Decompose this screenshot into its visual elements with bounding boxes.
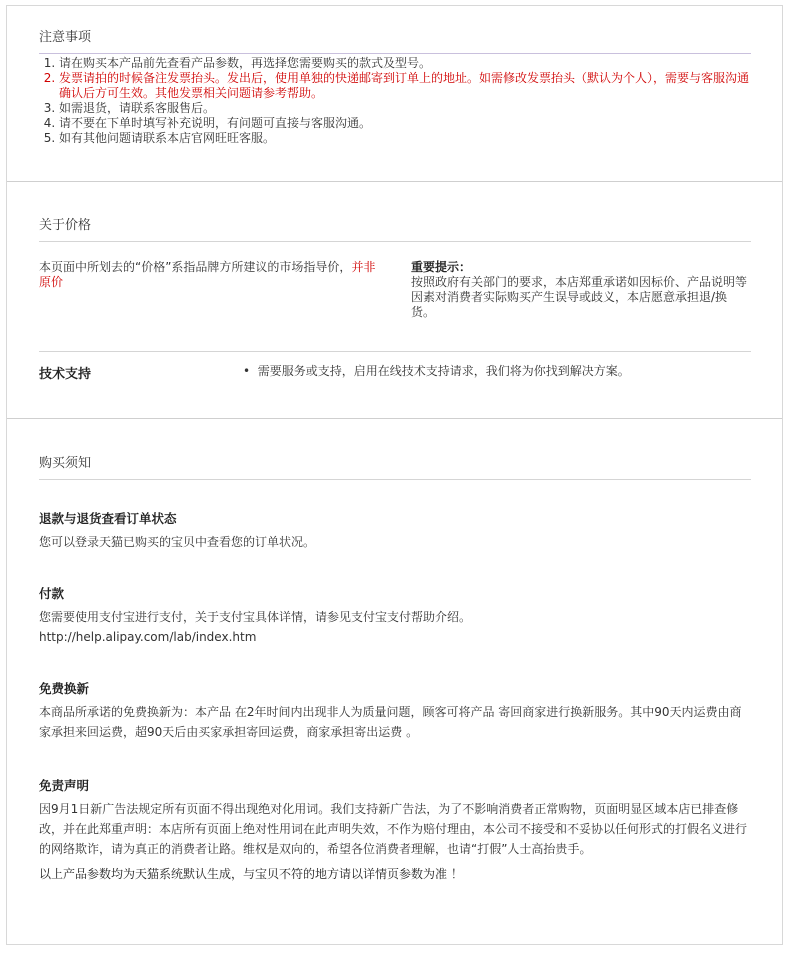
info-panel [6, 5, 783, 945]
notice-title: 注意事项 [39, 26, 751, 54]
refund-text: 您可以登录天猫已购买的宝贝中查看您的订单状况。 [39, 535, 316, 549]
price-note [39, 260, 379, 290]
support-title: 技术支持 [39, 367, 92, 382]
disclaimer-footer: 以上产品参数均为天猫系统默认生成，与宝贝不符的地方请以详情页参数为准 ！ [39, 867, 463, 881]
notice-item: 5. 如有其他问题请联系本店官网旺旺客服。 [59, 131, 759, 146]
important-title: 重要提示： [411, 260, 472, 274]
bullet-icon: • [243, 364, 251, 378]
notice-item-invoice: 2. 发票请拍的时候备注发票抬头。发出后，使用单独的快递邮寄到订单上的地址。如需修改发票抬头（默认为个人），需要与客服沟通确认后方可生效。其他发票相关问题请参考帮助。 [59, 71, 759, 101]
support-divider [39, 351, 751, 352]
disclaimer-heading: 免责声明 [39, 778, 90, 793]
purchase-block-payment [39, 584, 751, 647]
notice-item: 1. 请在购买本产品前先查看产品参数，再选择您需要购买的款式及型号。 [59, 56, 759, 71]
important-text: 按照政府有关部门的要求，本店郑重承诺如因标价、产品说明等因素对消费者实际购买产生误导或歧义，本店愿意承担退/换货。 [411, 275, 748, 319]
purchase-block-refund [39, 509, 751, 552]
price-note-red: 并非原价 [39, 260, 376, 289]
support-text-content: 需要服务或支持，启用在线技术支持请求，我们将为你找到解决方案。 [257, 364, 630, 378]
exchange-heading: 免费换新 [39, 681, 90, 696]
purchase-title: 购买须知 [39, 452, 751, 480]
purchase-block-disclaimer [39, 776, 751, 884]
payment-link[interactable]: http://help.alipay.com/lab/index.htm [39, 630, 257, 644]
section-divider [7, 418, 782, 419]
notice-item: 4. 请不要在下单时填写补充说明，有问题可直接与客服沟通。 [59, 116, 759, 131]
refund-heading: 退款与退货查看订单状态 [39, 511, 177, 526]
exchange-text: 本商品所承诺的免费换新为：本产品 在2年时间内出现非人为质量问题，顾客可将产品 寄回商家进行换新服务。其中90天内运费由商家承担来回运费，超90天后由买家承担寄回运费，商家承担寄出运费 。 [39, 705, 742, 739]
important-notice [411, 260, 751, 320]
disclaimer-text: 因9月1日新广告法规定所有页面不得出现绝对化用词。我们支持新广告法，为了不影响消费者正常购物，页面明显区域本店已排查修改，并在此郑重声明：本店所有页面上绝对性用词在此声明失效，不作为赔付理由，本公司不接受和不妥协以任何形式的打假名义进行的网络欺诈，请为真正的消费者让路。维权是双向的，希望各位消费者理解，也请“打假”人士高抬贵手。 [39, 802, 748, 856]
notice-list [39, 56, 759, 146]
section-divider [7, 181, 782, 182]
price-title: 关于价格 [39, 214, 751, 242]
purchase-block-exchange [39, 679, 751, 742]
payment-heading: 付款 [39, 586, 65, 601]
price-note-text: 本页面中所划去的“价格”系指品牌方所建议的市场指导价， [39, 260, 352, 274]
support-text [243, 364, 763, 378]
payment-text: 您需要使用支付宝进行支付，关于支付宝具体详情，请参见支付宝支付帮助介绍。 [39, 610, 472, 624]
notice-item: 3. 如需退货，请联系客服售后。 [59, 101, 759, 116]
